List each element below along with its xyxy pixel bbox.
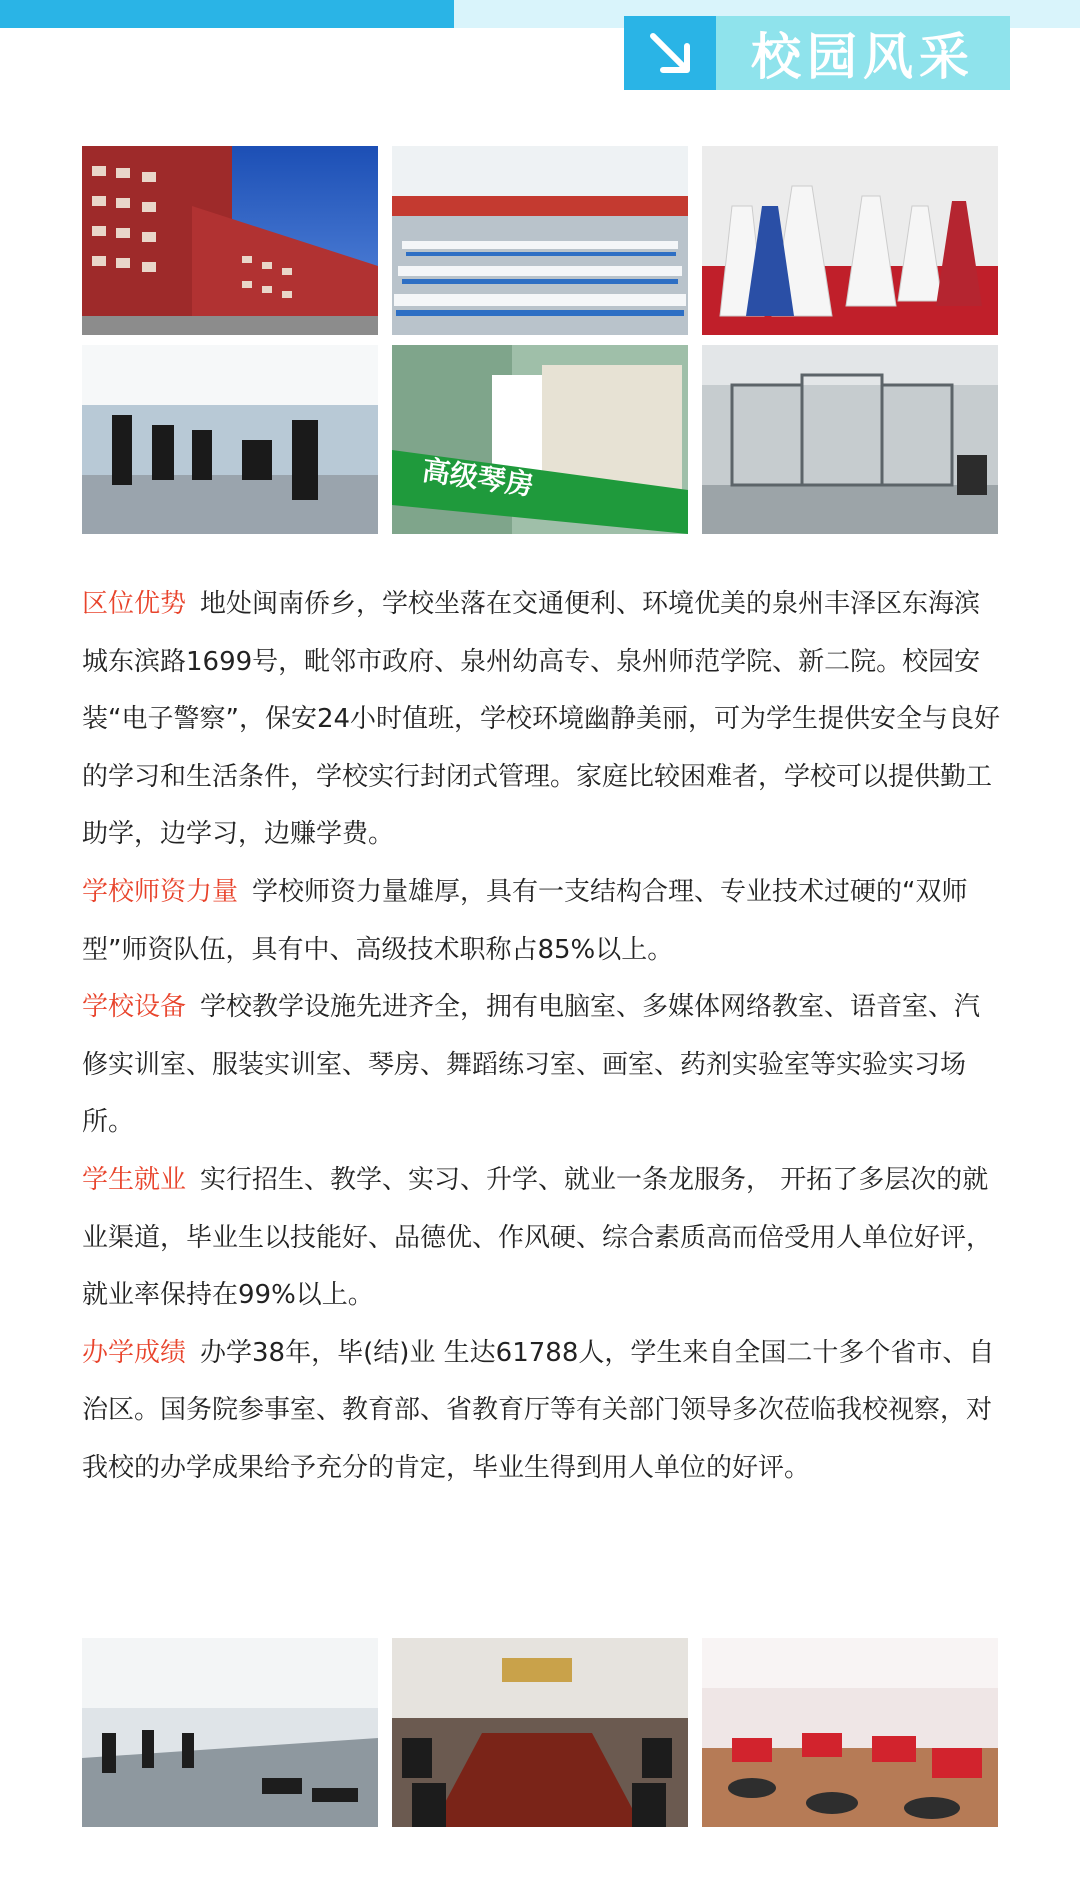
header-title-box: [716, 16, 1010, 90]
section-text: 地处闽南侨乡，学校坐落在交通便利、环境优美的泉州丰泽区东海滨城东滨路1699号，毗邻市政府、泉州幼高专、泉州师范学院、新二院。校园安装“电子警察”，保安24小时值班，学校环境幽静美丽，可为学生提供安全与良好的学习和生活条件，学校实行封闭式管理。家庭比较困难者，学校可以提供勤工助学，边学习，边赚学费。: [82, 589, 1001, 850]
dining-hall-photo: [702, 1638, 998, 1827]
dance-room-photo: [82, 345, 378, 534]
cafeteria-photo: [392, 146, 688, 335]
arrow-down-right-icon: [647, 30, 693, 76]
header-arrow-box: [624, 16, 716, 90]
section-text: 学校教学设施先进齐全，拥有电脑室、多媒体网络教室、语音室、汽修实训室、服装实训室、琴房、舞蹈练习室、画室、药剂实验室等实验实习场所。: [82, 992, 981, 1138]
dance-stretch-photo: [82, 1638, 378, 1827]
section-employment: [82, 1152, 1002, 1325]
top-bar-accent: [0, 0, 454, 28]
section-location: [82, 576, 1002, 864]
section-text: 办学38年，毕(结)业 生达61788人，学生来自全国二十多个省市、自治区。国务院参事室、教育部、省教育厅等有关部门领导多次莅临我校视察，对我校的办学成果给予充分的肯定，毕业生得到用人单位的好评。: [82, 1337, 995, 1483]
bottom-photo-grid: [82, 1638, 998, 1827]
section-equipment: [82, 979, 1002, 1152]
page-title: 校园风采: [751, 28, 975, 86]
section-label: 办学成绩: [82, 1337, 187, 1368]
campus-building-photo: [82, 146, 378, 335]
piano-room-sign-text: 高级琴房: [420, 453, 536, 502]
top-photo-grid: [82, 146, 998, 534]
section-achievements: [82, 1325, 1002, 1498]
fashion-display-photo: [702, 146, 998, 335]
section-label: 学校师资力量: [82, 876, 239, 907]
section-label: 学校设备: [82, 992, 187, 1023]
section-label: 区位优势: [82, 589, 187, 619]
section-header: [624, 16, 1010, 90]
piano-room-photo: [392, 345, 688, 534]
section-text: 实行招生、教学、实习、升学、就业一条龙服务， 开拓了多层次的就业渠道，毕业生以技能好、品德优、作风硬、综合素质高而倍受用人单位好评，就业率保持在99%以上。: [82, 1164, 993, 1311]
section-label: 学生就业: [82, 1164, 187, 1195]
section-text: 学校师资力量雄厚，具有一支结构合理、专业技术过硬的“双师型”师资队伍，具有中、高级技术职称占85%以上。: [82, 876, 968, 965]
meeting-room-photo: [392, 1638, 688, 1827]
glass-office-photo: [702, 345, 998, 534]
main-content: [82, 576, 1002, 1498]
section-faculty: [82, 864, 1002, 979]
